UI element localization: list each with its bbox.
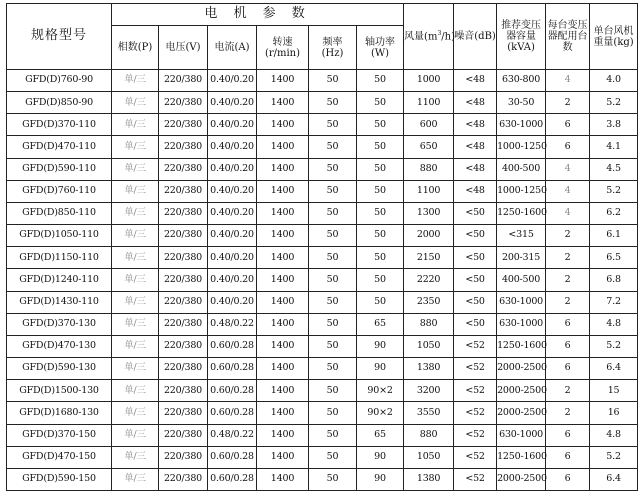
cell-power: 50 bbox=[357, 114, 404, 136]
cell-current: 0.40/0.20 bbox=[208, 247, 257, 269]
cell-weight: 5.2 bbox=[590, 92, 638, 114]
cell-airflow: 600 bbox=[404, 114, 454, 136]
cell-model: GFD(D)590-130 bbox=[7, 358, 112, 380]
cell-phase: 单/三 bbox=[112, 291, 159, 313]
cell-model: GFD(D)1500-130 bbox=[7, 380, 112, 402]
cell-freq: 50 bbox=[309, 468, 357, 490]
cell-voltage: 220/380 bbox=[159, 402, 208, 424]
table-body bbox=[7, 70, 638, 491]
cell-speed: 1400 bbox=[257, 335, 309, 357]
cell-count: 6 bbox=[546, 313, 590, 335]
cell-power: 90 bbox=[357, 446, 404, 468]
cell-noise: <50 bbox=[454, 202, 497, 224]
cell-weight: 5.2 bbox=[590, 180, 638, 202]
cell-current: 0.48/0.22 bbox=[208, 313, 257, 335]
cell-current: 0.40/0.20 bbox=[208, 92, 257, 114]
cell-current: 0.40/0.20 bbox=[208, 70, 257, 92]
cell-weight: 6.2 bbox=[590, 202, 638, 224]
cell-capacity: <315 bbox=[497, 225, 546, 247]
fan-spec-table bbox=[6, 3, 638, 491]
cell-phase: 单/三 bbox=[112, 225, 159, 247]
cell-airflow: 880 bbox=[404, 424, 454, 446]
cell-model: GFD(D)370-150 bbox=[7, 424, 112, 446]
cell-phase: 单/三 bbox=[112, 335, 159, 357]
cell-phase: 单/三 bbox=[112, 402, 159, 424]
cell-model: GFD(D)590-150 bbox=[7, 468, 112, 490]
cell-weight: 4.1 bbox=[590, 136, 638, 158]
cell-freq: 50 bbox=[309, 158, 357, 180]
cell-voltage: 220/380 bbox=[159, 380, 208, 402]
cell-speed: 1400 bbox=[257, 158, 309, 180]
cell-current: 0.40/0.20 bbox=[208, 269, 257, 291]
cell-capacity: 400-500 bbox=[497, 269, 546, 291]
header-airflow-sup: 3 bbox=[437, 29, 442, 37]
table-row bbox=[7, 114, 638, 136]
cell-count: 4 bbox=[546, 70, 590, 92]
cell-noise: <52 bbox=[454, 380, 497, 402]
cell-capacity: 630-1000 bbox=[497, 114, 546, 136]
header-phase: 相数(P) bbox=[112, 26, 159, 70]
cell-airflow: 2000 bbox=[404, 225, 454, 247]
cell-noise: <52 bbox=[454, 468, 497, 490]
cell-model: GFD(D)760-110 bbox=[7, 180, 112, 202]
cell-model: GFD(D)760-90 bbox=[7, 70, 112, 92]
header-current: 电流(A) bbox=[208, 26, 257, 70]
header-speed-line2: (r/min) bbox=[264, 47, 301, 59]
cell-power: 50 bbox=[357, 247, 404, 269]
cell-power: 50 bbox=[357, 70, 404, 92]
cell-speed: 1400 bbox=[257, 380, 309, 402]
cell-noise: <48 bbox=[454, 92, 497, 114]
cell-speed: 1400 bbox=[257, 313, 309, 335]
cell-model: GFD(D)470-150 bbox=[7, 446, 112, 468]
cell-model: GFD(D)1430-110 bbox=[7, 291, 112, 313]
table-row bbox=[7, 468, 638, 490]
cell-freq: 50 bbox=[309, 114, 357, 136]
cell-freq: 50 bbox=[309, 402, 357, 424]
cell-capacity: 200-315 bbox=[497, 247, 546, 269]
header-motor-params: 电 机 参 数 bbox=[112, 4, 404, 26]
cell-airflow: 2350 bbox=[404, 291, 454, 313]
cell-model: GFD(D)850-110 bbox=[7, 202, 112, 224]
cell-phase: 单/三 bbox=[112, 247, 159, 269]
cell-capacity: 1250-1600 bbox=[497, 335, 546, 357]
cell-capacity: 2000-2500 bbox=[497, 468, 546, 490]
cell-capacity: 400-500 bbox=[497, 158, 546, 180]
cell-freq: 50 bbox=[309, 335, 357, 357]
header-freq-line1: 频率 bbox=[322, 36, 343, 48]
cell-noise: <48 bbox=[454, 114, 497, 136]
cell-power: 90×2 bbox=[357, 402, 404, 424]
cell-capacity: 30-50 bbox=[497, 92, 546, 114]
table-row bbox=[7, 269, 638, 291]
table-row bbox=[7, 380, 638, 402]
cell-current: 0.60/0.28 bbox=[208, 402, 257, 424]
cell-airflow: 1380 bbox=[404, 358, 454, 380]
cell-weight: 15 bbox=[590, 380, 638, 402]
cell-model: GFD(D)470-130 bbox=[7, 335, 112, 357]
cell-count: 2 bbox=[546, 247, 590, 269]
cell-phase: 单/三 bbox=[112, 380, 159, 402]
cell-speed: 1400 bbox=[257, 247, 309, 269]
cell-capacity: 630-1000 bbox=[497, 424, 546, 446]
cell-count: 6 bbox=[546, 335, 590, 357]
cell-voltage: 220/380 bbox=[159, 180, 208, 202]
cell-speed: 1400 bbox=[257, 446, 309, 468]
cell-freq: 50 bbox=[309, 136, 357, 158]
header-fan-weight: 单台风机重量(kg) bbox=[590, 4, 638, 70]
header-airflow bbox=[404, 4, 454, 70]
cell-power: 90 bbox=[357, 358, 404, 380]
cell-power: 90 bbox=[357, 335, 404, 357]
header-voltage: 电压(V) bbox=[159, 26, 208, 70]
cell-current: 0.60/0.28 bbox=[208, 335, 257, 357]
cell-count: 6 bbox=[546, 446, 590, 468]
table-row bbox=[7, 180, 638, 202]
cell-phase: 单/三 bbox=[112, 468, 159, 490]
cell-model: GFD(D)370-130 bbox=[7, 313, 112, 335]
cell-phase: 单/三 bbox=[112, 269, 159, 291]
cell-weight: 6.8 bbox=[590, 269, 638, 291]
cell-voltage: 220/380 bbox=[159, 225, 208, 247]
cell-phase: 单/三 bbox=[112, 70, 159, 92]
header-noise: 噪音(dB) bbox=[454, 4, 497, 70]
cell-capacity: 1000-1250 bbox=[497, 180, 546, 202]
header-power-line1: 轴功率 bbox=[365, 36, 396, 48]
cell-voltage: 220/380 bbox=[159, 468, 208, 490]
cell-current: 0.60/0.28 bbox=[208, 468, 257, 490]
cell-freq: 50 bbox=[309, 358, 357, 380]
cell-freq: 50 bbox=[309, 70, 357, 92]
table-row bbox=[7, 402, 638, 424]
cell-power: 65 bbox=[357, 424, 404, 446]
header-speed-line1: 转速 bbox=[272, 36, 293, 48]
cell-noise: <52 bbox=[454, 335, 497, 357]
cell-weight: 6.5 bbox=[590, 247, 638, 269]
cell-speed: 1400 bbox=[257, 92, 309, 114]
cell-phase: 单/三 bbox=[112, 202, 159, 224]
cell-noise: <50 bbox=[454, 225, 497, 247]
cell-power: 50 bbox=[357, 136, 404, 158]
cell-speed: 1400 bbox=[257, 468, 309, 490]
cell-freq: 50 bbox=[309, 424, 357, 446]
header-freq-line2: (Hz) bbox=[321, 47, 344, 59]
cell-current: 0.40/0.20 bbox=[208, 225, 257, 247]
cell-weight: 5.2 bbox=[590, 446, 638, 468]
cell-weight: 7.2 bbox=[590, 291, 638, 313]
table-row bbox=[7, 313, 638, 335]
cell-speed: 1400 bbox=[257, 269, 309, 291]
cell-airflow: 1380 bbox=[404, 468, 454, 490]
cell-speed: 1400 bbox=[257, 136, 309, 158]
cell-airflow: 880 bbox=[404, 158, 454, 180]
cell-current: 0.60/0.28 bbox=[208, 446, 257, 468]
cell-power: 50 bbox=[357, 180, 404, 202]
cell-airflow: 1050 bbox=[404, 446, 454, 468]
cell-capacity: 630-1000 bbox=[497, 291, 546, 313]
header-airflow-prefix: 风量(m bbox=[404, 31, 438, 43]
cell-weight: 6.4 bbox=[590, 468, 638, 490]
cell-count: 4 bbox=[546, 158, 590, 180]
cell-airflow: 3550 bbox=[404, 402, 454, 424]
cell-capacity: 2000-2500 bbox=[497, 358, 546, 380]
cell-current: 0.60/0.28 bbox=[208, 358, 257, 380]
cell-airflow: 2150 bbox=[404, 247, 454, 269]
cell-freq: 50 bbox=[309, 225, 357, 247]
cell-noise: <50 bbox=[454, 313, 497, 335]
table-row bbox=[7, 136, 638, 158]
cell-weight: 4.0 bbox=[590, 70, 638, 92]
cell-count: 4 bbox=[546, 180, 590, 202]
cell-count: 6 bbox=[546, 358, 590, 380]
cell-speed: 1400 bbox=[257, 225, 309, 247]
cell-weight: 5.2 bbox=[590, 335, 638, 357]
cell-current: 0.40/0.20 bbox=[208, 202, 257, 224]
cell-speed: 1400 bbox=[257, 358, 309, 380]
cell-current: 0.40/0.20 bbox=[208, 158, 257, 180]
table-row bbox=[7, 358, 638, 380]
cell-noise: <52 bbox=[454, 424, 497, 446]
cell-noise: <48 bbox=[454, 180, 497, 202]
cell-count: 2 bbox=[546, 225, 590, 247]
header-fans-per-transformer: 每台变压器配用台数 bbox=[546, 4, 590, 70]
cell-noise: <50 bbox=[454, 247, 497, 269]
cell-freq: 50 bbox=[309, 313, 357, 335]
header-frequency bbox=[309, 26, 357, 70]
header-airflow-suffix: /h) bbox=[441, 31, 455, 43]
cell-airflow: 2220 bbox=[404, 269, 454, 291]
cell-current: 0.60/0.28 bbox=[208, 380, 257, 402]
cell-speed: 1400 bbox=[257, 402, 309, 424]
cell-model: GFD(D)590-110 bbox=[7, 158, 112, 180]
cell-phase: 单/三 bbox=[112, 424, 159, 446]
header-model: 规格型号 bbox=[7, 4, 112, 70]
cell-model: GFD(D)370-110 bbox=[7, 114, 112, 136]
cell-power: 90×2 bbox=[357, 380, 404, 402]
header-speed bbox=[257, 26, 309, 70]
cell-capacity: 2000-2500 bbox=[497, 380, 546, 402]
cell-freq: 50 bbox=[309, 380, 357, 402]
cell-speed: 1400 bbox=[257, 114, 309, 136]
cell-weight: 6.4 bbox=[590, 358, 638, 380]
cell-voltage: 220/380 bbox=[159, 70, 208, 92]
cell-capacity: 630-800 bbox=[497, 70, 546, 92]
cell-voltage: 220/380 bbox=[159, 158, 208, 180]
cell-count: 2 bbox=[546, 291, 590, 313]
cell-count: 6 bbox=[546, 136, 590, 158]
header-shaft-power bbox=[357, 26, 404, 70]
cell-phase: 单/三 bbox=[112, 313, 159, 335]
cell-power: 50 bbox=[357, 92, 404, 114]
cell-phase: 单/三 bbox=[112, 358, 159, 380]
cell-current: 0.40/0.20 bbox=[208, 180, 257, 202]
cell-current: 0.40/0.20 bbox=[208, 136, 257, 158]
cell-capacity: 1000-1250 bbox=[497, 136, 546, 158]
table-row bbox=[7, 446, 638, 468]
cell-weight: 3.8 bbox=[590, 114, 638, 136]
cell-current: 0.48/0.22 bbox=[208, 424, 257, 446]
cell-phase: 单/三 bbox=[112, 92, 159, 114]
cell-airflow: 1100 bbox=[404, 92, 454, 114]
cell-voltage: 220/380 bbox=[159, 358, 208, 380]
table-row bbox=[7, 225, 638, 247]
cell-power: 50 bbox=[357, 202, 404, 224]
cell-voltage: 220/380 bbox=[159, 313, 208, 335]
cell-noise: <48 bbox=[454, 136, 497, 158]
cell-model: GFD(D)470-110 bbox=[7, 136, 112, 158]
cell-capacity: 1250-1600 bbox=[497, 202, 546, 224]
cell-voltage: 220/380 bbox=[159, 335, 208, 357]
cell-airflow: 650 bbox=[404, 136, 454, 158]
cell-power: 65 bbox=[357, 313, 404, 335]
table-row bbox=[7, 92, 638, 114]
cell-voltage: 220/380 bbox=[159, 247, 208, 269]
header-transformer-capacity: 推荐变压器容量(kVA) bbox=[497, 4, 546, 70]
table-row bbox=[7, 247, 638, 269]
cell-power: 50 bbox=[357, 291, 404, 313]
cell-freq: 50 bbox=[309, 269, 357, 291]
cell-capacity: 2000-2500 bbox=[497, 402, 546, 424]
cell-power: 50 bbox=[357, 225, 404, 247]
cell-freq: 50 bbox=[309, 92, 357, 114]
cell-voltage: 220/380 bbox=[159, 446, 208, 468]
cell-current: 0.40/0.20 bbox=[208, 114, 257, 136]
cell-weight: 16 bbox=[590, 402, 638, 424]
cell-voltage: 220/380 bbox=[159, 291, 208, 313]
cell-phase: 单/三 bbox=[112, 114, 159, 136]
cell-airflow: 3200 bbox=[404, 380, 454, 402]
cell-speed: 1400 bbox=[257, 202, 309, 224]
cell-phase: 单/三 bbox=[112, 136, 159, 158]
cell-airflow: 1050 bbox=[404, 335, 454, 357]
cell-model: GFD(D)1240-110 bbox=[7, 269, 112, 291]
cell-count: 2 bbox=[546, 269, 590, 291]
cell-power: 90 bbox=[357, 468, 404, 490]
cell-current: 0.40/0.20 bbox=[208, 291, 257, 313]
cell-freq: 50 bbox=[309, 180, 357, 202]
cell-model: GFD(D)1050-110 bbox=[7, 225, 112, 247]
cell-power: 50 bbox=[357, 269, 404, 291]
header-power-line2: (W) bbox=[370, 47, 390, 59]
cell-count: 6 bbox=[546, 468, 590, 490]
cell-capacity: 630-1000 bbox=[497, 313, 546, 335]
cell-noise: <52 bbox=[454, 402, 497, 424]
table-row bbox=[7, 70, 638, 92]
cell-noise: <50 bbox=[454, 291, 497, 313]
cell-model: GFD(D)1150-110 bbox=[7, 247, 112, 269]
cell-freq: 50 bbox=[309, 291, 357, 313]
cell-noise: <48 bbox=[454, 70, 497, 92]
cell-noise: <50 bbox=[454, 269, 497, 291]
cell-count: 2 bbox=[546, 380, 590, 402]
cell-airflow: 880 bbox=[404, 313, 454, 335]
cell-phase: 单/三 bbox=[112, 180, 159, 202]
cell-noise: <48 bbox=[454, 158, 497, 180]
cell-power: 50 bbox=[357, 158, 404, 180]
cell-phase: 单/三 bbox=[112, 158, 159, 180]
cell-noise: <52 bbox=[454, 446, 497, 468]
cell-phase: 单/三 bbox=[112, 446, 159, 468]
cell-noise: <52 bbox=[454, 358, 497, 380]
cell-count: 2 bbox=[546, 402, 590, 424]
cell-freq: 50 bbox=[309, 202, 357, 224]
cell-freq: 50 bbox=[309, 247, 357, 269]
cell-model: GFD(D)1680-130 bbox=[7, 402, 112, 424]
cell-speed: 1400 bbox=[257, 291, 309, 313]
cell-speed: 1400 bbox=[257, 70, 309, 92]
cell-voltage: 220/380 bbox=[159, 114, 208, 136]
cell-speed: 1400 bbox=[257, 424, 309, 446]
cell-airflow: 1300 bbox=[404, 202, 454, 224]
cell-count: 6 bbox=[546, 424, 590, 446]
cell-weight: 6.1 bbox=[590, 225, 638, 247]
cell-capacity: 1250-1600 bbox=[497, 446, 546, 468]
cell-count: 4 bbox=[546, 202, 590, 224]
cell-airflow: 1000 bbox=[404, 70, 454, 92]
table-row bbox=[7, 291, 638, 313]
cell-weight: 4.8 bbox=[590, 313, 638, 335]
cell-voltage: 220/380 bbox=[159, 202, 208, 224]
cell-weight: 4.8 bbox=[590, 424, 638, 446]
cell-voltage: 220/380 bbox=[159, 424, 208, 446]
table-row bbox=[7, 424, 638, 446]
cell-weight: 4.5 bbox=[590, 158, 638, 180]
cell-voltage: 220/380 bbox=[159, 269, 208, 291]
cell-airflow: 1100 bbox=[404, 180, 454, 202]
cell-voltage: 220/380 bbox=[159, 92, 208, 114]
cell-count: 6 bbox=[546, 114, 590, 136]
cell-speed: 1400 bbox=[257, 180, 309, 202]
cell-count: 2 bbox=[546, 92, 590, 114]
table-row bbox=[7, 158, 638, 180]
cell-freq: 50 bbox=[309, 446, 357, 468]
table-row bbox=[7, 202, 638, 224]
cell-voltage: 220/380 bbox=[159, 136, 208, 158]
table-row bbox=[7, 335, 638, 357]
cell-model: GFD(D)850-90 bbox=[7, 92, 112, 114]
